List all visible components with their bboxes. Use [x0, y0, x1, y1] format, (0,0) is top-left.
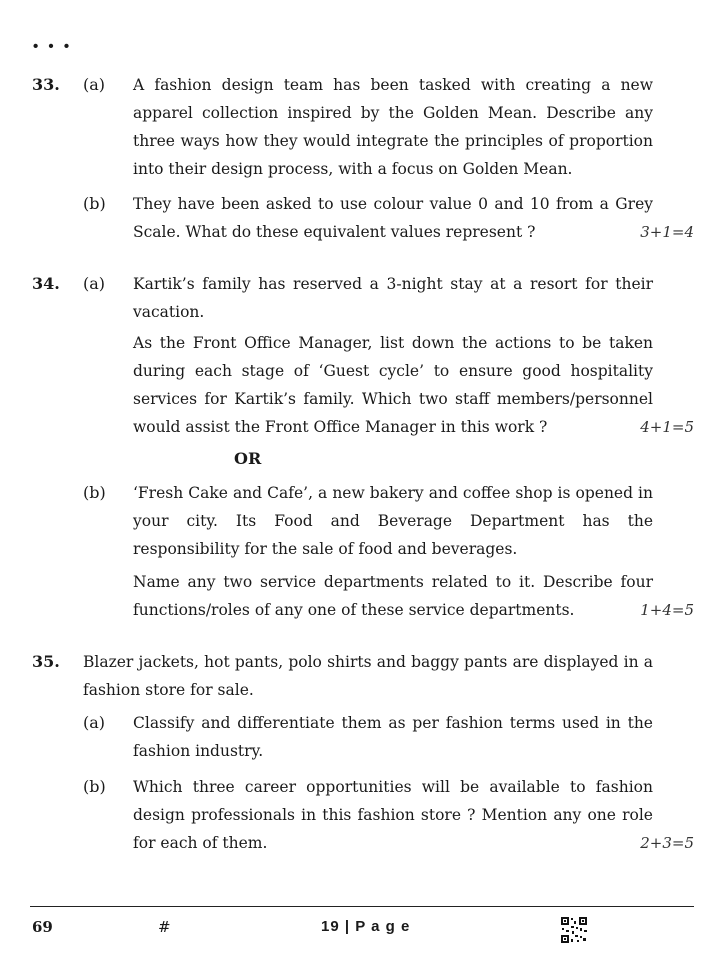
- marks: 3+1=4: [640, 223, 694, 241]
- question-34a-text-1: Kartik’s family has reserved a 3-night stay at a resort for their vacation.: [133, 275, 653, 321]
- question-33a-text: A fashion design team has been tasked with creating a new apparel collection inspired by the Golden Mean. Describe any three ways how they would integrate the principles of proportion into their design process, with a focus on Golden Mean.: [133, 76, 653, 178]
- question-number: 34.: [32, 274, 60, 293]
- sub-label-b: (b): [83, 483, 106, 502]
- sub-label-a: (a): [83, 713, 106, 732]
- sub-label-b: (b): [83, 777, 106, 796]
- question-number: 35.: [32, 652, 60, 671]
- page-number: 19 | P a g e: [321, 918, 411, 935]
- sub-label-a: (a): [83, 75, 106, 94]
- footer-divider: [30, 906, 694, 907]
- question-34b-text-1: ‘Fresh Cake and Cafe’, a new bakery and coffee shop is opened in your city. Its Food and Beverage Department has the responsibility for the sale of food and beverages.: [133, 484, 653, 558]
- question-35-intro: Blazer jackets, hot pants, polo shirts and baggy pants are displayed in a fashion store for sale.: [83, 653, 653, 699]
- sub-label-b: (b): [83, 194, 106, 213]
- or-separator: OR: [234, 449, 262, 468]
- marks: 2+3=5: [640, 834, 694, 852]
- marks: 1+4=5: [640, 601, 694, 619]
- sub-label-a: (a): [83, 274, 106, 293]
- hash-mark: #: [158, 918, 171, 936]
- marks: 4+1=5: [640, 418, 694, 436]
- qr-code-icon: [560, 916, 588, 944]
- question-35b-text: Which three career opportunities will be available to fashion design professionals in this fashion store ? Mention any one role for each of them.: [133, 778, 653, 852]
- question-34b-text-2: Name any two service departments related to it. Describe four functions/roles of any one of these service departments.: [133, 573, 653, 619]
- question-33b-text: They have been asked to use colour value 0 and 10 from a Grey Scale. What do these equivalent values represent ?: [133, 195, 653, 241]
- continuation-dots: • • •: [33, 38, 73, 55]
- question-34a-text-2: As the Front Office Manager, list down the actions to be taken during each stage of ‘Guest cycle’ to ensure good hospitality services for Kartik’s family. Which two staff members/personnel would assist the Front Office Manager in this work ?: [133, 334, 653, 436]
- question-number: 33.: [32, 75, 60, 94]
- paper-code: 69: [32, 918, 53, 936]
- question-35a-text: Classify and differentiate them as per fashion terms used in the fashion industry.: [133, 714, 653, 760]
